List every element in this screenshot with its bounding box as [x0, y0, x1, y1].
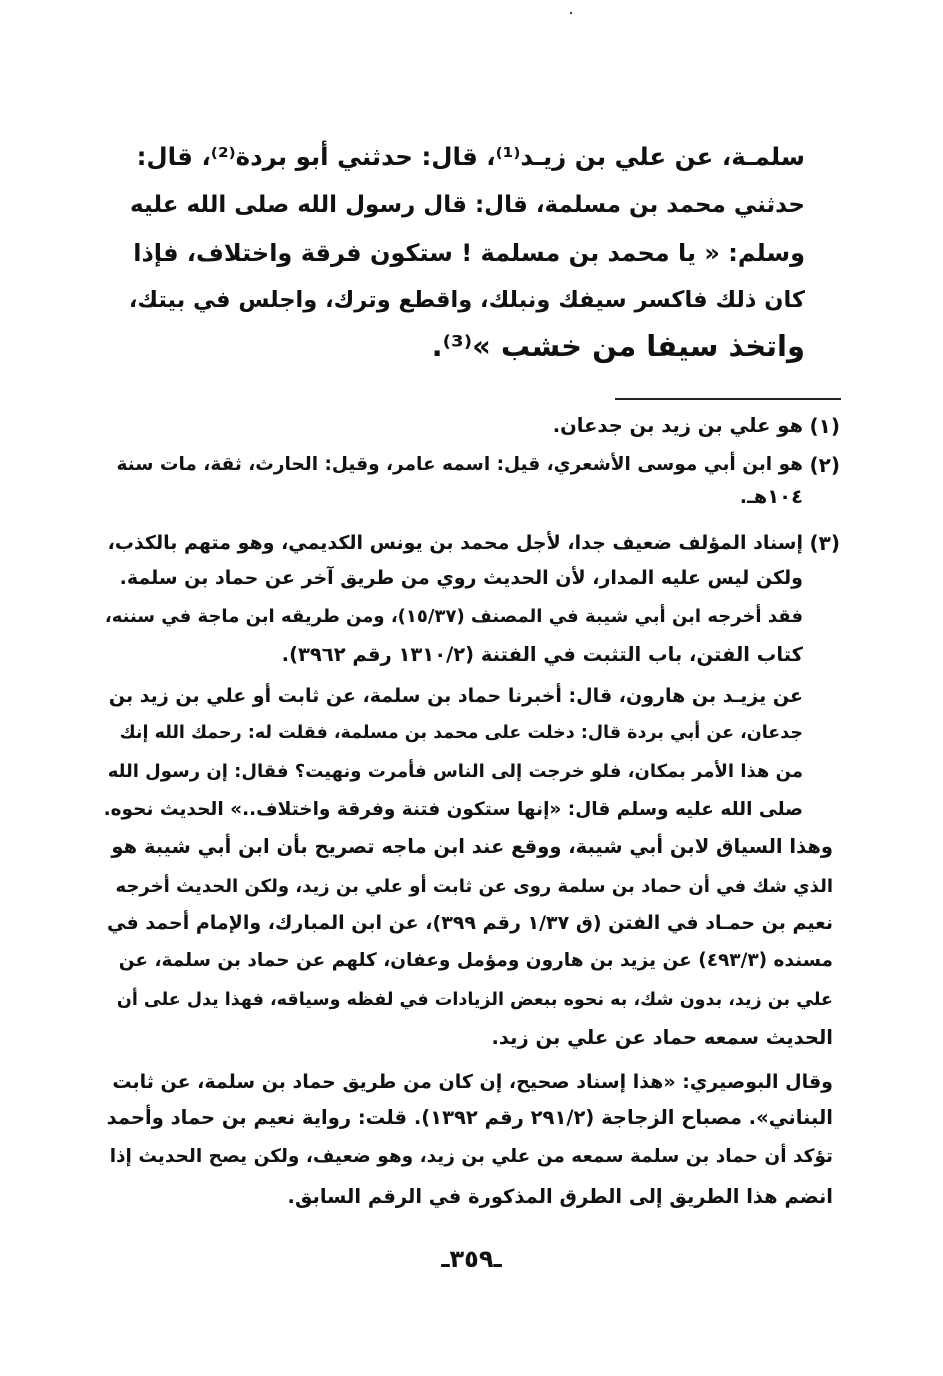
footnote-1-line: هو علي بن زيد بن جدعان.: [552, 414, 803, 437]
footnote-2-line-1: هو ابن أبي موسى الأشعري، قيل: اسمه عامر، وقيل: الحارث، ثقة، مات سنة: [116, 454, 803, 475]
footnote-3-line-14: الحديث سمعه حماد عن علي بن زيد.: [491, 1026, 833, 1049]
footnote-3-line-16: البناني». مصباح الزجاجة (٢٩١/٢ رقم ١٣٩٢). قلت: رواية نعيم بن حماد وأحمد: [106, 1106, 833, 1129]
footnote-separator: [615, 398, 841, 400]
footnote-3-line-2: ولكن ليس عليه المدار، لأن الحديث روي من طريق آخر عن حماد بن سلمة.: [119, 567, 803, 589]
main-line-3: وسلم: « يا محمد بن مسلمة ! ستكون فرقة واختلاف، فإذا: [133, 239, 805, 267]
footnote-3-line-7: من هذا الأمر بمكان، فلو خرجت إلى الناس فأمرت ونهيت؟ فقال: إن رسول الله: [107, 761, 803, 782]
footnote-3-line-10: الذي شك في أن حماد بن سلمة روى عن ثابت أو علي بن زيد، ولكن الحديث أخرجه: [115, 876, 833, 897]
footnote-3-line-17: تؤكد أن حماد بن سلمة سمعه من علي بن زيد، وهو ضعيف، ولكن يصح الحديث إذا: [109, 1146, 833, 1167]
footnote-3-line-5: عن يزيـد بن هارون، قال: أخبرنا حماد بن سلمة، عن ثابت أو علي بن زيد بن: [108, 685, 803, 707]
main-line-1: سلمـة، عن علي بن زيـد⁽¹⁾، قال: حدثني أبو بردة⁽²⁾، قال:: [136, 142, 805, 171]
main-line-5: واتخذ سيفا من خشب »⁽³⁾.: [431, 329, 805, 363]
footnote-3-number: (٣): [809, 531, 840, 555]
footnote-2-line-2: ١٠٤هـ.: [739, 485, 803, 508]
main-line-4: كان ذلك فاكسر سيفك ونبلك، واقطع وترك، واجلس في بيتك،: [128, 287, 805, 313]
footnote-1-number: (١): [809, 414, 840, 438]
footnote-3-line-15: وقال البوصيري: «هذا إسناد صحيح، إن كان من طريق حماد بن سلمة، عن ثابت: [112, 1071, 833, 1093]
footnote-3-line-13: علي بن زيد، بدون شك، به نحوه ببعض الزيادات في لفظه وسياقه، فهذا يدل على أن: [116, 990, 833, 1010]
footnote-3-line-3: فقد أخرجه ابن أبي شيبة في المصنف (١٥/٣٧)، ومن طريقه ابن ماجة في سننه،: [104, 606, 803, 627]
footnote-3-line-6: جدعان، عن أبي بردة قال: دخلت على محمد بن مسلمة، فقلت له: رحمك الله إنك: [119, 723, 803, 743]
footnote-3-line-18: انضم هذا الطريق إلى الطرق المذكورة في الرقم السابق.: [287, 1185, 833, 1208]
main-line-2: حدثني محمد بن مسلمة، قال: قال رسول الله صلى الله عليه: [130, 192, 805, 218]
footnote-3-line-9: وهذا السياق لابن أبي شيبة، ووقع عند ابن ماجه تصريح بأن ابن أبي شيبة هو: [111, 835, 833, 858]
footnote-3-line-11: نعيم بن حمـاد في الفتن (ق ١/٣٧ رقم ٣٩٩)، عن ابن المبارك، والإمام أحمد في: [107, 912, 833, 934]
footnote-3-line-8: صلى الله عليه وسلم قال: «إنها ستكون فتنة وفرقة واختلاف..» الحديث نحوه.: [103, 799, 803, 820]
page-number: ـ٣٥٩ـ: [441, 1245, 502, 1273]
footnote-3-line-12: مسنده (٤٩٣/٣) عن يزيد بن هارون ومؤمل وعفان، كلهم عن حماد بن سلمة، عن: [118, 950, 833, 971]
footnote-3-line-4: كتاب الفتن، باب التثبت في الفتنة (١٣١٠/٢ رقم ٣٩٦٢).: [281, 643, 803, 666]
footnote-3-line-1: إسناد المؤلف ضعيف جدا، لأجل محمد بن يونس الكديمي، وهو متهم بالكذب،: [107, 532, 803, 554]
dot-mark: [568, 10, 574, 16]
footnote-2-number: (٢): [809, 453, 840, 477]
